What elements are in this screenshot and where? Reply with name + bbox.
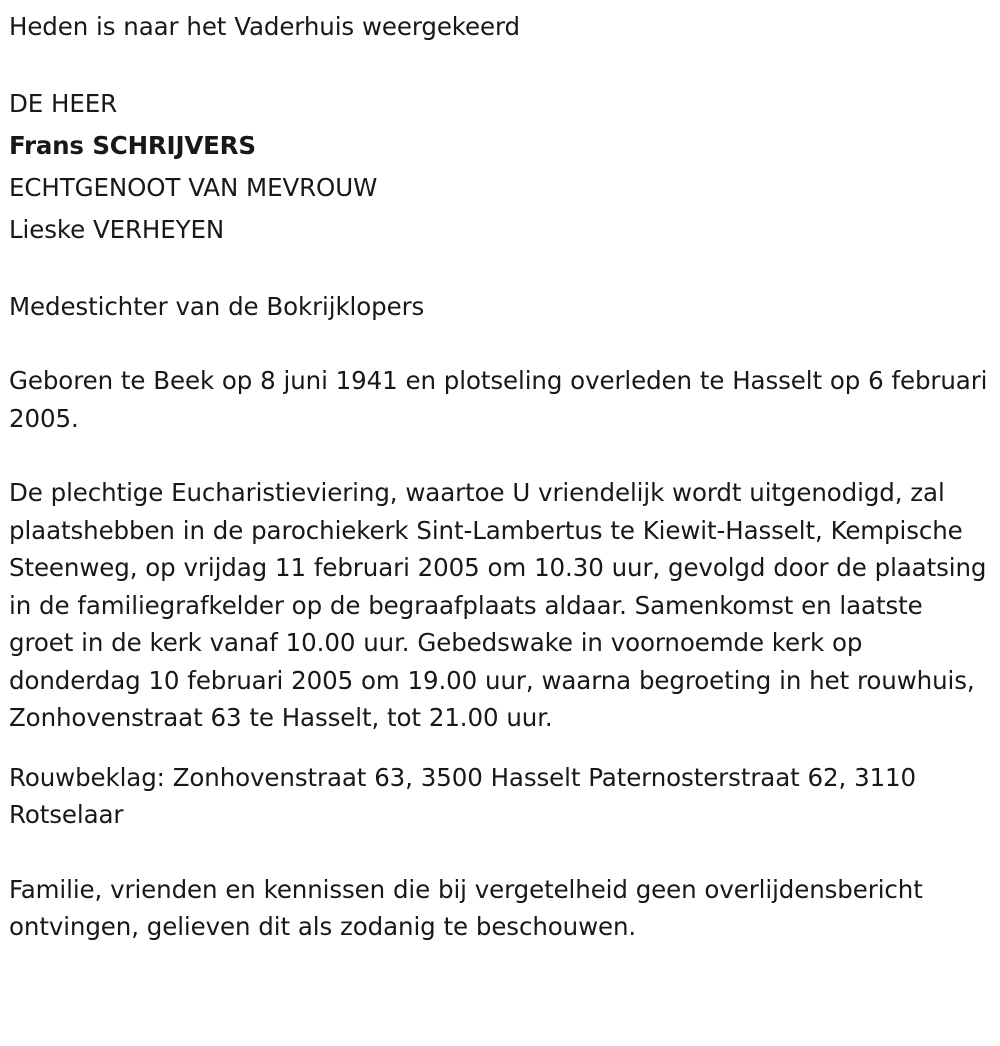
spacer (9, 46, 990, 83)
condolences-address-paragraph: Rouwbeklag: Zonhovenstraat 63, 3500 Hasselt Paternosterstraat 62, 3110 Rotselaar (9, 762, 924, 829)
affiliation-line: Medestichter van de Bokrijklopers (9, 291, 425, 321)
spouse-relation-label: ECHTGENOOT VAN MEVROUW (9, 172, 378, 202)
spacer (9, 325, 990, 362)
deceased-identity-block (9, 83, 990, 251)
opening-line: Heden is naar het Vaderhuis weergekeerd (9, 12, 520, 41)
spacer (9, 251, 990, 288)
life-dates-paragraph: Geboren te Beek op 8 juni 1941 en plotseling overleden te Hasselt op 6 februari 2005. (9, 366, 996, 433)
closing-notice-paragraph: Familie, vrienden en kennissen die bij vergetelheid geen overlijdensbericht ontvingen, gelieven dit als zodanig te beschouwen. (9, 874, 931, 941)
spacer (9, 737, 990, 759)
spacer (9, 834, 990, 871)
service-details-paragraph: De plechtige Eucharistieviering, waartoe U vriendelijk wordt uitgenodigd, zal plaatshebben in de parochiekerk Sint-Lambertus te Kiewit-Hasselt, Kempische Steenweg, op vrijdag 11 februari 2005 om 10.30 uur, gevolgd door de plaatsing in de familiegrafkelder op de begraafplaats aldaar. Samenkomst en laatste groet in de kerk vanaf 10.00 uur. Gebedswake in voornoemde kerk op donderdag 10 februari 2005 om 19.00 uur, waarna begroeting in het rouwhuis, Zonhovenstraat 63 te Hasselt, tot 21.00 uur. (9, 478, 995, 732)
spacer (9, 437, 990, 474)
announcement-body (9, 8, 996, 946)
honorific-title: DE HEER (9, 88, 118, 118)
spouse-name: Lieske VERHEYEN (9, 214, 225, 244)
deceased-name: Frans SCHRIJVERS (9, 130, 256, 160)
